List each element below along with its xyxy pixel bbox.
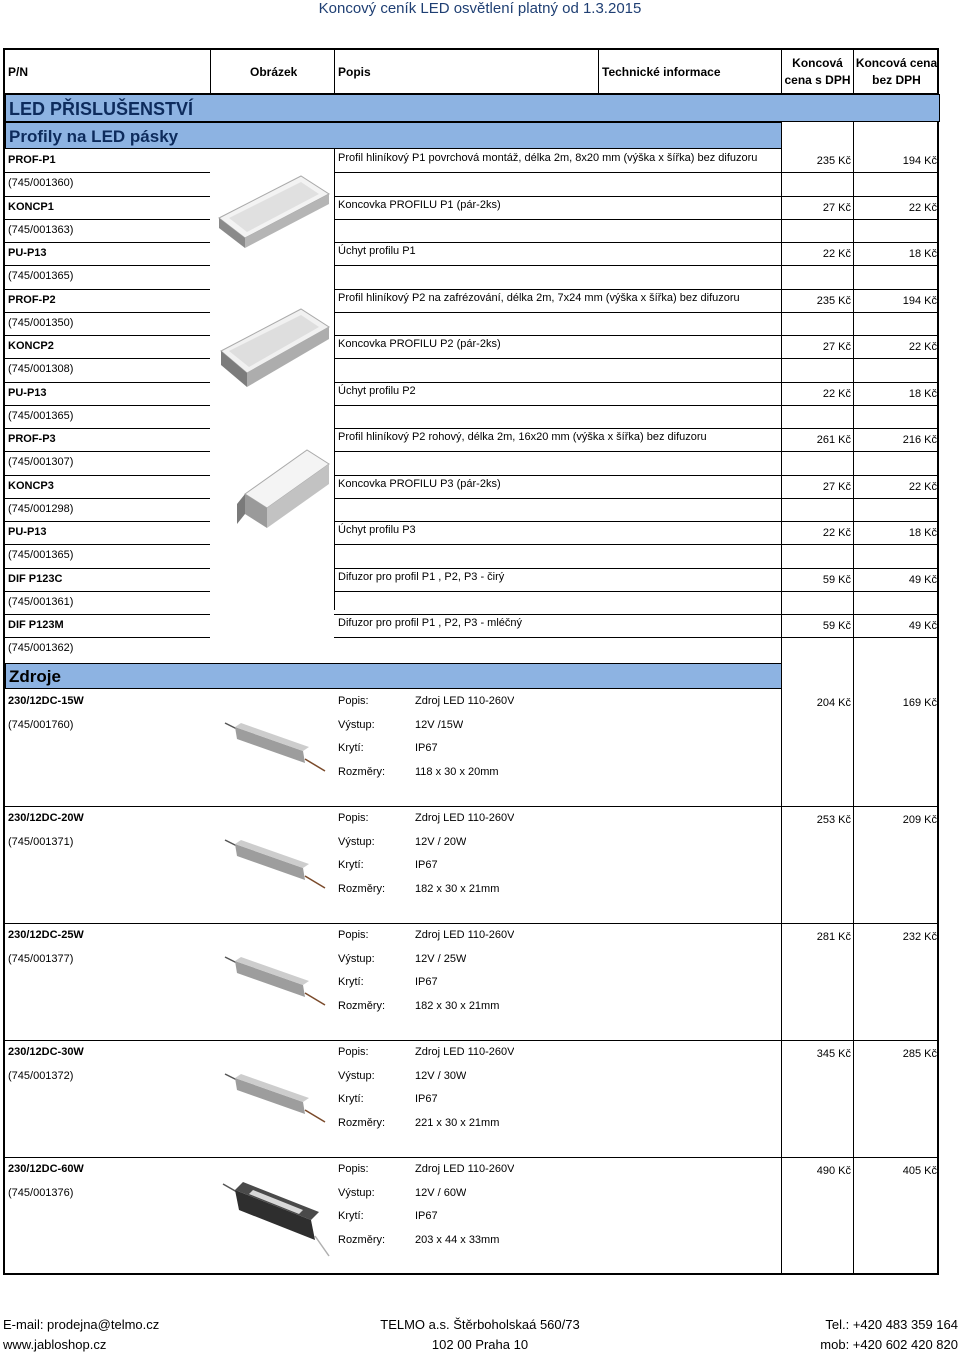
section-accessories: LED PŘISLUŠENSTVÍ: [9, 99, 194, 119]
item-description: Koncovka PROFILU P1 (pár-2ks): [338, 198, 501, 211]
row-divider: [5, 219, 210, 220]
item-code: (745/001360): [8, 177, 74, 189]
spec-value-desc: Zdroj LED 110-260V: [415, 812, 515, 824]
row-divider: [334, 405, 939, 406]
header-price-vat-1: Koncová: [792, 56, 843, 70]
row-divider: [334, 219, 939, 220]
item-description: Úchyt profilu P3: [338, 524, 416, 536]
spec-label-out: Výstup:: [338, 1069, 375, 1082]
spec-label-desc: Popis:: [338, 1046, 369, 1058]
power-price-vat: 345 Kč: [816, 1048, 851, 1060]
row-divider: [5, 451, 210, 452]
spec-value-dim: 118 x 30 x 20mm: [415, 765, 499, 778]
row-divider: [5, 614, 210, 615]
item-description: Profil hliníkový P1 povrchová montáž, délka 2m, 8x20 mm (výška x šířka) bez difuzoru: [338, 152, 758, 164]
row-divider: [334, 312, 939, 313]
power-price-novat: 285 Kč: [902, 1048, 937, 1060]
item-pn: PROF-P2: [8, 293, 56, 306]
power-pn: 230/12DC-20W: [8, 812, 84, 824]
item-price-novat: 22 Kč: [908, 341, 937, 353]
spec-value-desc: Zdroj LED 110-260V: [415, 1163, 515, 1175]
spec-value-ip: IP67: [415, 742, 438, 754]
power-20w-image: [223, 832, 327, 892]
spec-value-out: 12V / 30W: [415, 1069, 467, 1082]
spec-label-ip: Krytí:: [338, 976, 364, 988]
row-divider: [5, 923, 939, 924]
power-60w-image: [219, 1174, 331, 1262]
section-profiles: Profily na LED pásky: [9, 127, 179, 146]
power-price-vat: 253 Kč: [816, 814, 851, 826]
spec-value-desc: Zdroj LED 110-260V: [415, 929, 515, 941]
spec-label-ip: Krytí:: [338, 859, 364, 871]
power-pn: 230/12DC-30W: [8, 1046, 84, 1058]
row-divider: [334, 172, 939, 173]
power-code: (745/001760): [8, 719, 74, 731]
row-divider: [5, 568, 210, 569]
spec-value-out: 12V /15W: [415, 718, 464, 731]
power-pn: 230/12DC-15W: [8, 695, 84, 707]
row-divider: [5, 637, 210, 638]
item-pn: PU-P13: [8, 526, 47, 538]
item-price-novat: 18 Kč: [908, 248, 937, 260]
item-description: Úchyt profilu P2: [338, 384, 416, 397]
header-tech-info: Technické informace: [602, 65, 721, 79]
row-divider: [5, 242, 210, 243]
item-price-novat: 216 Kč: [902, 434, 937, 446]
spec-value-ip: IP67: [415, 859, 438, 871]
row-divider: [334, 591, 939, 592]
row-divider: [334, 568, 939, 569]
item-price-vat: 59 Kč: [822, 573, 851, 586]
header-price-novat-2: bez DPH: [872, 73, 921, 87]
spec-label-ip: Krytí:: [338, 742, 364, 754]
power-code: (745/001376): [8, 1187, 74, 1199]
row-divider: [334, 358, 939, 359]
row-divider: [5, 521, 210, 522]
row-divider: [334, 265, 939, 266]
power-price-vat: 204 Kč: [816, 697, 851, 709]
header-price-novat-1: Koncová cena: [855, 56, 938, 70]
row-divider: [5, 591, 210, 592]
item-description: Koncovka PROFILU P2 (pár-2ks): [338, 338, 501, 350]
row-divider: [334, 544, 939, 545]
power-price-vat: 281 Kč: [816, 931, 851, 943]
item-pn: PROF-P3: [8, 433, 56, 445]
profile-p3-image: [217, 448, 331, 532]
spec-value-dim: 182 x 30 x 21mm: [415, 999, 500, 1012]
row-divider: [5, 312, 210, 313]
spec-value-desc: Zdroj LED 110-260V: [415, 695, 515, 707]
row-divider: [5, 1040, 939, 1041]
item-code: (745/001362): [8, 642, 74, 654]
header-description: Popis: [338, 65, 371, 79]
item-pn: PU-P13: [8, 386, 47, 399]
spec-label-out: Výstup:: [338, 1186, 375, 1199]
item-pn: PROF-P1: [8, 154, 56, 166]
profile-p2-image: [219, 307, 331, 393]
item-pn: DIF P123M: [8, 619, 64, 631]
item-price-novat: 194 Kč: [902, 155, 937, 167]
row-divider: [5, 172, 210, 173]
row-divider: [334, 637, 939, 638]
item-pn: DIF P123C: [8, 572, 63, 585]
row-divider: [5, 196, 210, 197]
spec-value-ip: IP67: [415, 1093, 438, 1105]
item-price-novat: 18 Kč: [908, 387, 937, 400]
row-divider: [334, 475, 939, 476]
price-table: [3, 48, 939, 1275]
footer-company: TELMO a.s. Štěrboholskaá 560/73: [380, 1317, 580, 1332]
power-price-novat: 405 Kč: [902, 1165, 937, 1177]
power-price-novat: 232 Kč: [902, 931, 937, 943]
item-price-novat: 194 Kč: [902, 294, 937, 307]
row-divider: [334, 196, 939, 197]
header-price-vat-2: cena s DPH: [784, 73, 851, 87]
item-code: (745/001365): [8, 549, 74, 561]
item-code: (745/001298): [8, 502, 74, 515]
row-divider: [334, 614, 939, 615]
row-divider: [5, 289, 210, 290]
section-band-power: [5, 663, 782, 689]
row-divider: [5, 475, 210, 476]
spec-label-out: Výstup:: [338, 952, 375, 965]
spec-value-desc: Zdroj LED 110-260V: [415, 1046, 515, 1058]
item-code: (745/001361): [8, 595, 74, 608]
power-code: (745/001377): [8, 953, 74, 965]
item-price-vat: 22 Kč: [822, 527, 851, 539]
item-pn: KONCP3: [8, 479, 54, 492]
spec-label-desc: Popis:: [338, 1163, 369, 1175]
spec-label-dim: Rozměry:: [338, 882, 386, 895]
spec-value-dim: 182 x 30 x 21mm: [415, 882, 500, 895]
item-code: (745/001363): [8, 223, 74, 236]
power-pn: 230/12DC-25W: [8, 929, 84, 941]
spec-value-out: 12V / 60W: [415, 1186, 467, 1199]
item-code: (745/001308): [8, 363, 74, 375]
power-code: (745/001371): [8, 836, 74, 848]
item-description: Profil hliníkový P2 rohový, délka 2m, 16x20 mm (výška x šířka) bez difuzoru: [338, 431, 707, 443]
row-divider: [5, 405, 210, 406]
item-price-vat: 27 Kč: [822, 480, 851, 493]
item-code: (745/001365): [8, 409, 74, 422]
item-price-vat: 261 Kč: [816, 434, 851, 446]
spec-label-out: Výstup:: [338, 835, 375, 848]
item-price-vat: 235 Kč: [816, 155, 851, 167]
spec-label-desc: Popis:: [338, 695, 369, 707]
row-divider: [5, 544, 210, 545]
power-30w-image: [223, 1066, 327, 1126]
spec-label-dim: Rozměry:: [338, 999, 386, 1012]
footer-city: 102 00 Praha 10: [431, 1337, 529, 1352]
item-price-vat: 22 Kč: [822, 248, 851, 260]
row-divider: [334, 242, 939, 243]
power-price-novat: 169 Kč: [902, 697, 937, 709]
item-price-novat: 49 Kč: [908, 620, 937, 632]
item-description: Difuzor pro profil P1 , P2, P3 - mléčný: [338, 617, 523, 629]
item-description: Koncovka PROFILU P3 (pár-2ks): [338, 477, 501, 490]
item-price-vat: 235 Kč: [816, 294, 851, 307]
row-divider: [5, 335, 210, 336]
spec-label-dim: Rozměry:: [338, 765, 386, 778]
item-pn: PU-P13: [8, 247, 47, 259]
row-divider: [334, 451, 939, 452]
footer-mob: mob: +420 602 420 820: [820, 1337, 958, 1352]
item-price-vat: 22 Kč: [822, 387, 851, 400]
item-code: (745/001350): [8, 316, 74, 329]
row-divider: [5, 358, 210, 359]
item-price-novat: 18 Kč: [908, 527, 937, 539]
item-description: Profil hliníkový P2 na zafrézování, délka 2m, 7x24 mm (výška x šířka) bez difuzoru: [338, 291, 740, 304]
footer-web: www.jabloshop.cz: [3, 1337, 107, 1352]
item-price-vat: 27 Kč: [822, 201, 851, 214]
power-pn: 230/12DC-60W: [8, 1163, 84, 1175]
row-divider: [334, 289, 939, 290]
power-price-vat: 490 Kč: [816, 1165, 851, 1177]
item-description: Difuzor pro profil P1 , P2, P3 - čirý: [338, 570, 505, 583]
item-price-vat: 59 Kč: [822, 620, 851, 632]
item-code: (745/001365): [8, 270, 74, 282]
item-price-vat: 27 Kč: [822, 341, 851, 353]
row-divider: [5, 1157, 939, 1158]
item-pn: KONCP2: [8, 340, 54, 352]
row-divider: [5, 382, 210, 383]
profile-p1-image: [215, 174, 331, 254]
spec-value-dim: 203 x 44 x 33mm: [415, 1233, 500, 1246]
spec-label-desc: Popis:: [338, 812, 369, 824]
spec-label-out: Výstup:: [338, 718, 375, 731]
row-divider: [334, 382, 939, 383]
row-divider: [334, 521, 939, 522]
item-price-novat: 22 Kč: [908, 201, 937, 214]
row-divider: [334, 428, 939, 429]
section-band-profiles: [5, 122, 782, 149]
spec-value-ip: IP67: [415, 976, 438, 988]
spec-label-desc: Popis:: [338, 929, 369, 941]
row-divider: [5, 265, 210, 266]
item-code: (745/001307): [8, 456, 74, 468]
power-15w-image: [223, 715, 327, 775]
row-divider: [5, 428, 210, 429]
spec-label-ip: Krytí:: [338, 1093, 364, 1105]
item-price-novat: 49 Kč: [908, 573, 937, 586]
spec-value-out: 12V / 25W: [415, 952, 467, 965]
power-code: (745/001372): [8, 1070, 74, 1082]
spec-value-out: 12V / 20W: [415, 835, 467, 848]
spec-value-dim: 221 x 30 x 21mm: [415, 1116, 500, 1129]
page-title: Koncový ceník LED osvětlení platný od 1.3.2015: [318, 0, 642, 17]
header-pn: P/N: [8, 65, 29, 79]
section-power: Zdroje: [9, 667, 61, 686]
spec-label-ip: Krytí:: [338, 1210, 364, 1222]
row-divider: [5, 806, 939, 807]
row-divider: [334, 335, 939, 336]
row-divider: [5, 498, 210, 499]
footer-email: E-mail: prodejna@telmo.cz: [3, 1317, 160, 1332]
spec-value-ip: IP67: [415, 1210, 438, 1222]
row-divider: [334, 498, 939, 499]
power-25w-image: [223, 949, 327, 1009]
spec-label-dim: Rozměry:: [338, 1116, 386, 1129]
item-description: Úchyt profilu P1: [338, 245, 416, 257]
power-price-novat: 209 Kč: [902, 814, 937, 826]
footer-tel: Tel.: +420 483 359 164: [825, 1317, 958, 1332]
item-price-novat: 22 Kč: [908, 480, 937, 493]
section-band-accessories: [5, 94, 940, 122]
header-image: Obrázek: [250, 65, 298, 79]
item-pn: KONCP1: [8, 200, 54, 213]
spec-label-dim: Rozměry:: [338, 1233, 386, 1246]
